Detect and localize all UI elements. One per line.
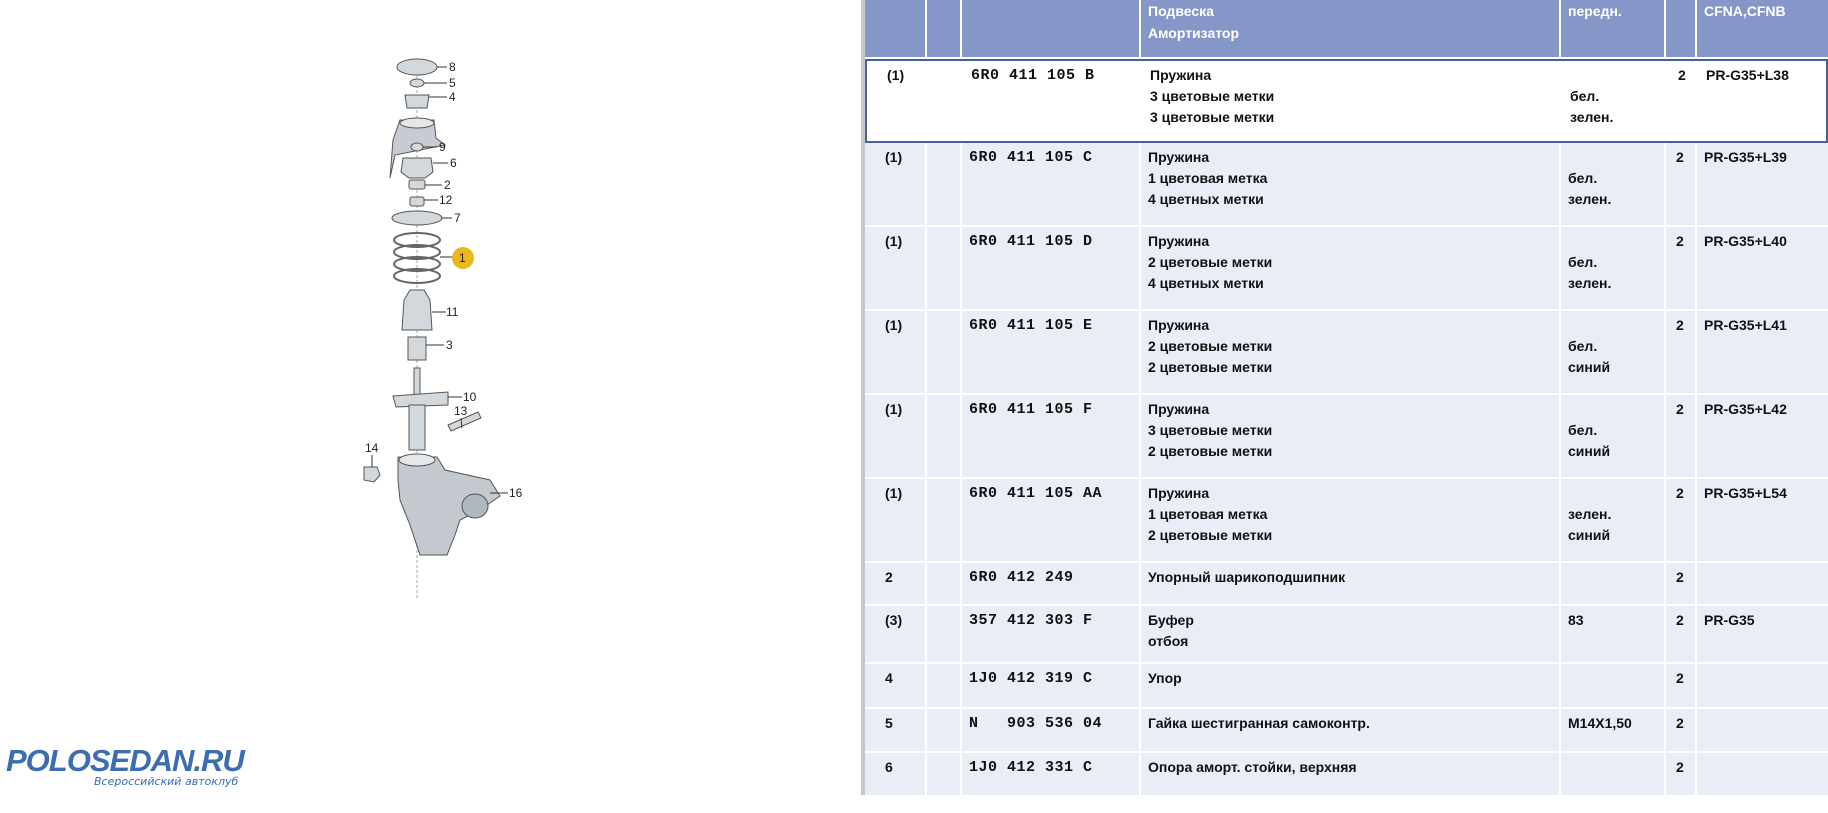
callout-6[interactable]: 6: [450, 156, 457, 170]
part-5-nut: [410, 79, 424, 87]
part-number-cell: N 903 536 04: [962, 709, 1141, 751]
blank-cell: [927, 143, 962, 225]
callout-11[interactable]: 11: [446, 305, 459, 319]
note-cell: бел. синий: [1561, 311, 1666, 393]
callout-9[interactable]: 9: [439, 140, 446, 154]
quantity-cell: 2: [1666, 664, 1697, 707]
blank-cell: [929, 61, 964, 141]
model-code-cell: PR-G35+L38: [1706, 67, 1789, 83]
header-qty: [1666, 0, 1697, 57]
table-row[interactable]: [865, 606, 1828, 664]
header-description: [1141, 0, 1561, 57]
part-11-boot: [402, 290, 432, 330]
header-pos: [865, 0, 927, 57]
table-row[interactable]: [865, 664, 1828, 709]
blank-cell: [927, 395, 962, 477]
position-cell: 5: [865, 709, 927, 751]
position-cell: 4: [865, 664, 927, 707]
note-cell: [1561, 664, 1666, 707]
table-row[interactable]: [865, 227, 1828, 311]
table-row[interactable]: [865, 709, 1828, 753]
model-code-cell: PR-G35+L41: [1704, 317, 1787, 333]
table-row[interactable]: [865, 563, 1828, 606]
position-cell: (1): [865, 395, 927, 477]
blank-cell: [927, 479, 962, 561]
model-code-cell: PR-G35+L42: [1704, 401, 1787, 417]
table-row[interactable]: [865, 479, 1828, 563]
logo-brand: POLOSEDAN.RU: [6, 743, 244, 778]
logo-tagline: Всероссийский автоклуб: [94, 775, 239, 788]
quantity-cell: 2: [1678, 67, 1686, 83]
part-number-cell: 6R0 411 105 B: [971, 67, 1095, 84]
note-cell: бел. зелен.: [1561, 227, 1666, 309]
position-cell: (1): [865, 143, 927, 225]
model-code-cell: [1697, 563, 1828, 604]
model-code-cell: [1697, 664, 1828, 707]
callout-3[interactable]: 3: [446, 338, 453, 352]
table-row[interactable]: [865, 753, 1828, 813]
site-logo[interactable]: [6, 745, 244, 788]
quantity-cell: 2: [1666, 563, 1697, 604]
part-number-cell: 357 412 303 F: [962, 606, 1141, 662]
header-model: CFNA,CFNB: [1704, 3, 1786, 19]
callout-10[interactable]: 10: [463, 390, 477, 404]
model-code-cell: [1697, 709, 1828, 751]
header-part: [962, 0, 1141, 57]
part-number-cell: 1J0 412 331 C: [962, 753, 1141, 811]
description-cell: Упорный шарикоподшипник: [1141, 563, 1561, 604]
quantity-cell: 2: [1666, 395, 1697, 477]
callout-4[interactable]: 4: [449, 90, 456, 104]
description-cell: Пружина 1 цветовая метка 4 цветных метки: [1141, 143, 1561, 225]
model-code-cell: PR-G35+L39: [1704, 149, 1787, 165]
callout-1[interactable]: 1: [459, 251, 466, 265]
quantity-cell: 2: [1666, 753, 1697, 811]
part-14-nut: [364, 467, 380, 482]
description-cell: Буфер отбоя: [1141, 606, 1561, 662]
description-cell: Гайка шестигранная самоконтр.: [1141, 709, 1561, 751]
blank-cell: [927, 311, 962, 393]
description-cell: Пружина 1 цветовая метка 2 цветовые метки: [1141, 479, 1561, 561]
part-8-cap: [397, 59, 437, 75]
part-4-stop: [405, 95, 429, 108]
parts-table: [861, 0, 1828, 795]
note-cell: M14X1,50: [1561, 709, 1666, 751]
parts-diagram: [0, 0, 860, 795]
callout-14[interactable]: 14: [365, 441, 379, 455]
quantity-cell: 2: [1666, 479, 1697, 561]
position-cell: 2: [865, 563, 927, 604]
description-cell: Пружина 3 цветовые метки 3 цветовые метки: [1150, 67, 1275, 125]
blank-cell: [927, 709, 962, 751]
note-cell: [1561, 753, 1666, 811]
part-9-washer: [411, 143, 423, 151]
part-number-cell: 6R0 411 105 C: [962, 143, 1141, 225]
part-number-cell: 6R0 411 105 AA: [962, 479, 1141, 561]
callout-7[interactable]: 7: [454, 211, 461, 225]
position-cell: (1): [887, 67, 905, 83]
part-6-mount: [401, 158, 433, 178]
model-code-cell: PR-G35+L54: [1704, 485, 1787, 501]
note-cell: [1561, 563, 1666, 604]
quantity-cell: 2: [1666, 311, 1697, 393]
position-cell: (3): [865, 606, 927, 662]
quantity-cell: 2: [1666, 606, 1697, 662]
note-cell: бел. зелен.: [1570, 88, 1614, 125]
position-cell: (1): [865, 311, 927, 393]
header-subgroup: Амортизатор: [1148, 25, 1239, 41]
header-blank: [927, 0, 962, 57]
callout-12[interactable]: 12: [439, 193, 453, 207]
position-cell: (1): [865, 227, 927, 309]
header-note: передн.: [1561, 0, 1666, 57]
header-group: Подвеска: [1148, 3, 1214, 19]
blank-cell: [927, 227, 962, 309]
table-row[interactable]: [865, 59, 1828, 143]
callout-8[interactable]: 8: [449, 60, 456, 74]
table-header: [865, 0, 1828, 59]
note-cell: зелен. синий: [1561, 479, 1666, 561]
table-row[interactable]: [865, 143, 1828, 227]
description-cell: Пружина 3 цветовые метки 2 цветовые метки: [1141, 395, 1561, 477]
note-cell: бел. синий: [1561, 395, 1666, 477]
quantity-cell: 2: [1666, 143, 1697, 225]
note-cell: бел. зелен.: [1561, 143, 1666, 225]
part-number-cell: 6R0 411 105 E: [962, 311, 1141, 393]
table-row[interactable]: [865, 311, 1828, 395]
part-10-strut-rod: [414, 368, 420, 398]
blank-cell: [927, 606, 962, 662]
blank-cell: [927, 563, 962, 604]
note-cell: 83: [1561, 606, 1666, 662]
position-cell: 6: [865, 753, 927, 811]
part-12-spacer: [410, 197, 424, 206]
description-cell: Упор: [1141, 664, 1561, 707]
quantity-cell: 2: [1666, 227, 1697, 309]
callout-2[interactable]: 2: [444, 178, 451, 192]
position-cell: (1): [865, 479, 927, 561]
model-code-cell: [1697, 753, 1828, 811]
description-cell: Пружина 2 цветовые метки 4 цветных метки: [1141, 227, 1561, 309]
part-number-cell: 6R0 412 249: [962, 563, 1141, 604]
model-code-cell: PR-G35: [1704, 612, 1755, 628]
model-code-cell: PR-G35+L40: [1704, 233, 1787, 249]
callout-5[interactable]: 5: [449, 76, 456, 90]
quantity-cell: 2: [1666, 709, 1697, 751]
callout-16[interactable]: 16: [509, 486, 523, 500]
part-number-cell: 6R0 411 105 D: [962, 227, 1141, 309]
table-row[interactable]: [865, 395, 1828, 479]
part-7-seat: [392, 211, 442, 225]
blank-cell: [927, 753, 962, 811]
description-cell: Пружина 2 цветовые метки 2 цветовые метки: [1141, 311, 1561, 393]
part-2-bearing: [409, 180, 425, 189]
description-cell: Опора аморт. стойки, верхняя: [1141, 753, 1561, 811]
part-3-bumper: [408, 337, 426, 360]
callout-13[interactable]: 13: [454, 404, 468, 418]
blank-cell: [927, 664, 962, 707]
part-number-cell: 6R0 411 105 F: [962, 395, 1141, 477]
part-number-cell: 1J0 412 319 C: [962, 664, 1141, 707]
